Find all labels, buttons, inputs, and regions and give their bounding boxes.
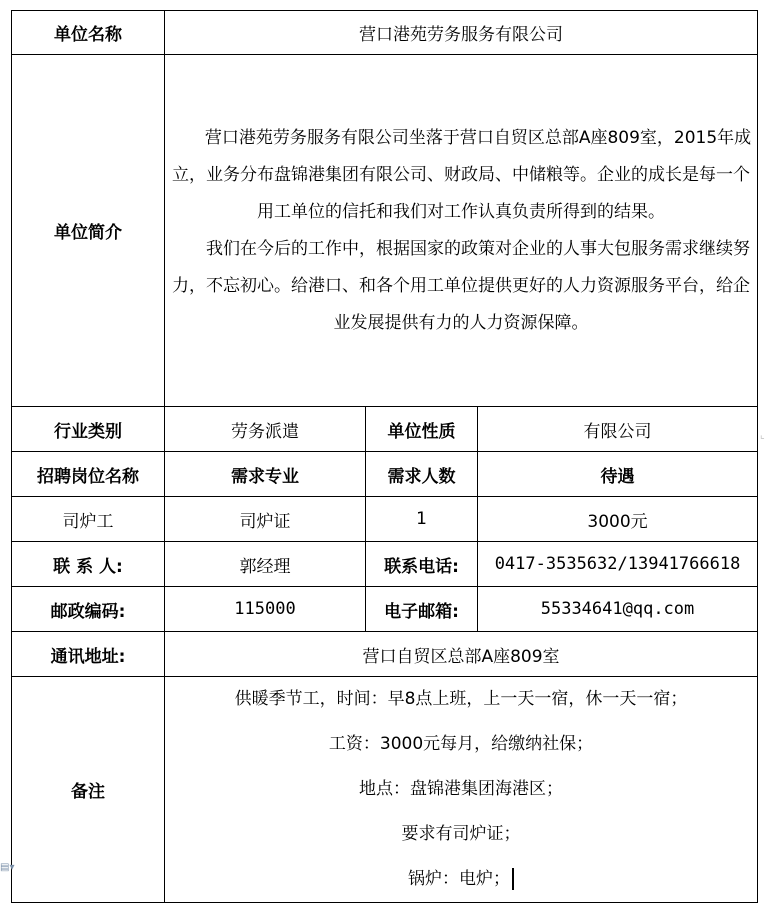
- notes-line: 工资：3000元每月，给缴纳社保；: [328, 734, 594, 754]
- notes-label: 备注: [12, 677, 165, 903]
- intro-text-cell[interactable]: [165, 55, 758, 407]
- email-label: 电子邮箱:: [366, 587, 478, 632]
- col-header-salary: 待遇: [478, 452, 758, 497]
- notes-line: 要求有司炉证；: [401, 824, 521, 844]
- notes-line: 地点：盘锦港集团海港区；: [359, 779, 563, 799]
- postcode-value[interactable]: 115000: [165, 587, 366, 632]
- job-count-value[interactable]: 1: [366, 497, 478, 542]
- phone-label: 联系电话:: [366, 542, 478, 587]
- table-edge-marker-icon: ⌞: [760, 430, 765, 441]
- job-salary-value[interactable]: 3000元: [478, 497, 758, 542]
- col-header-major: 需求专业: [165, 452, 366, 497]
- contact-value[interactable]: 郭经理: [165, 542, 366, 587]
- address-label: 通讯地址:: [12, 632, 165, 677]
- job-major-value[interactable]: 司炉证: [165, 497, 366, 542]
- col-header-count: 需求人数: [366, 452, 478, 497]
- nature-value[interactable]: 有限公司: [478, 407, 758, 452]
- notes-line-text: 锅炉：电炉；: [408, 869, 510, 889]
- postcode-label: 邮政编码:: [12, 587, 165, 632]
- col-header-position: 招聘岗位名称: [12, 452, 165, 497]
- paragraph-marker-icon[interactable]: ▤▾: [0, 862, 15, 873]
- nature-label: 单位性质: [366, 407, 478, 452]
- email-value[interactable]: 55334641@qq.com: [478, 587, 758, 632]
- industry-label: 行业类别: [12, 407, 165, 452]
- intro-paragraph-1: 营口港苑劳务服务有限公司坐落于营口自贸区总部A座809室，2015年成立，业务分布盘锦港集团有限公司、财政局、中储粮等。企业的成长是每一个用工单位的信托和我们对工作认真负责所得到的结果。: [172, 127, 752, 222]
- notes-line-last: [165, 857, 757, 902]
- recruitment-form-table: [11, 10, 758, 903]
- notes-line: 供暖季节工，时间：早8点上班，上一天一宿，休一天一宿；: [234, 689, 688, 709]
- phone-value[interactable]: 0417-3535632/13941766618: [478, 542, 758, 587]
- unit-name-label: 单位名称: [12, 11, 165, 55]
- unit-name-value[interactable]: 营口港苑劳务服务有限公司: [165, 11, 758, 55]
- contact-label: 联 系 人:: [12, 542, 165, 587]
- notes-cell[interactable]: [165, 677, 758, 903]
- industry-value[interactable]: 劳务派遣: [165, 407, 366, 452]
- text-cursor-icon: [512, 868, 514, 890]
- address-value[interactable]: 营口自贸区总部A座809室: [165, 632, 758, 677]
- intro-paragraph-2: 我们在今后的工作中，根据国家的政策对企业的人事大包服务需求继续努力，不忘初心。给港口、和各个用工单位提供更好的人力资源服务平台，给企业发展提供有力的人力资源保障。: [172, 238, 750, 333]
- job-position-value[interactable]: 司炉工: [12, 497, 165, 542]
- intro-label: 单位简介: [12, 55, 165, 407]
